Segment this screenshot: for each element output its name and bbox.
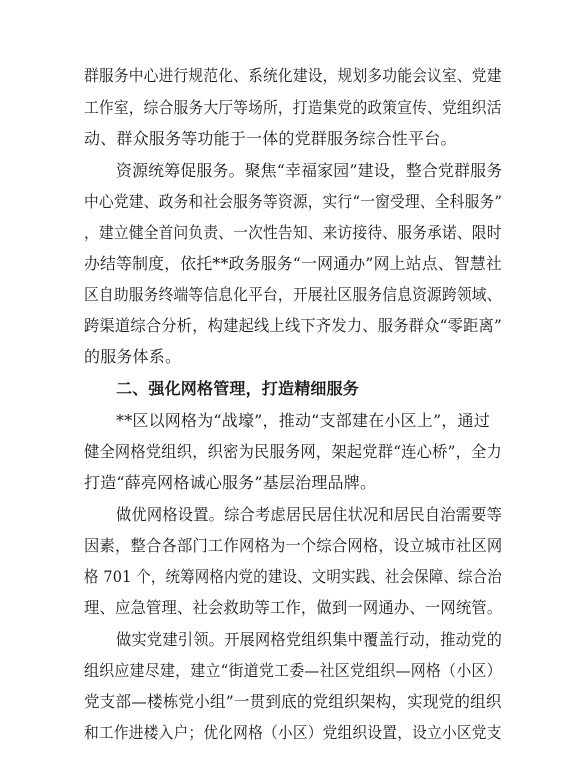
text-line: 党支部—楼栋党小组”一贯到底的党组织架构，实现党的组织 (84, 692, 502, 711)
text-line: 区自助服务终端等信息化平台，开展社区服务信息资源跨领域、 (84, 285, 502, 304)
text-line: 办结等制度，依托**政务服务“一网通办”网上站点、智慧社 (84, 254, 502, 273)
text-line: 资源统筹促服务。聚焦“幸福家园”建设，整合党群服务 (116, 161, 503, 180)
text-line: 跨渠道综合分析，构建起线上线下齐发力、服务群众“零距离” (84, 316, 502, 335)
text-line: 中心党建、政务和社会服务等资源，实行“一窗受理、全科服务” (84, 192, 503, 211)
text-line: 打造“薛亮网格诚心服务”基层治理品牌。 (84, 473, 377, 492)
text-line: 因素，整合各部门工作网格为一个综合网格，设立城市社区网 (84, 536, 503, 555)
text-line: ，建立健全首问负责、一次性告知、来访接待、服务承诺、限时 (84, 223, 502, 242)
text-line: 理、应急管理、社会救助等工作，做到一网通办、一网统管。 (84, 598, 503, 617)
text-line: **区以网格为“战壕”，推动“支部建在小区上”，通过 (116, 411, 490, 430)
text-line: 群服务中心进行规范化、系统化建设，规划多功能会议室、党建 (84, 66, 502, 85)
text-line: 工作室，综合服务大厅等场所，打造集党的政策宣传、党组织活 (84, 98, 502, 117)
text-line: 格 701 个，统筹网格内党的建设、文明实践、社会保障、综合治 (84, 567, 502, 586)
text-line: 组织应建尽建，建立“街道党工委—社区党组织—网格（小区） (84, 661, 502, 680)
text-line: 的服务体系。 (84, 347, 182, 366)
text-line: 和工作进楼入户；优化网格（小区）党组织设置，设立小区党支 (84, 723, 502, 742)
section-heading: 二、强化网格管理，打造精细服务 (116, 379, 360, 398)
text-line: 动、群众服务等功能于一体的党群服务综合性平台。 (84, 129, 457, 148)
text-line: 做优网格设置。综合考虑居民居住状况和居民自治需要等 (116, 505, 503, 524)
text-line: 做实党建引领。开展网格党组织集中覆盖行动，推动党的 (116, 630, 503, 649)
text-line: 健全网格党组织，织密为民服务网，架起党群“连心桥”，全力 (84, 442, 502, 461)
